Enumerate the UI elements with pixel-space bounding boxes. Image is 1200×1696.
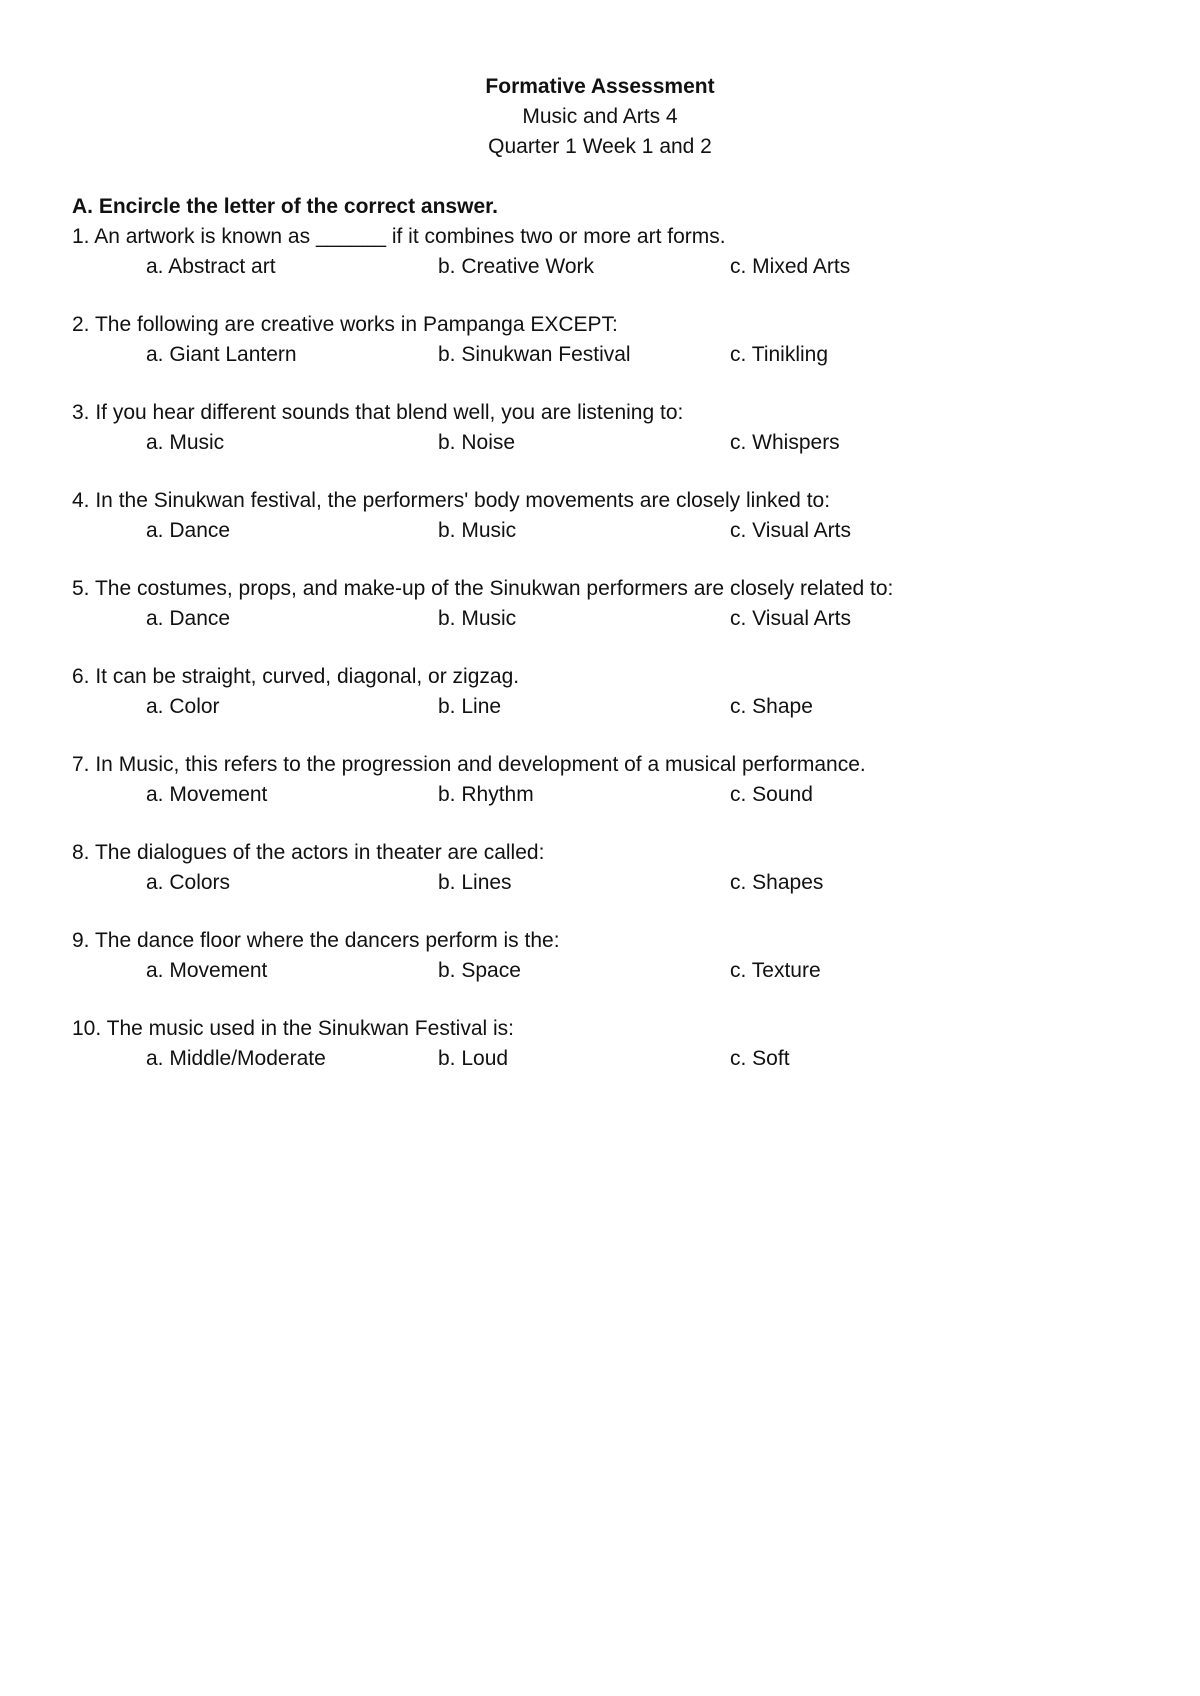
choice-a: a. Movement	[146, 783, 268, 806]
answer-choices	[72, 780, 1142, 810]
question-stem: 6. It can be straight, curved, diagonal, or zigzag.	[72, 665, 520, 688]
choice-a: a. Dance	[146, 519, 231, 542]
choice-b: b. Music	[438, 607, 517, 630]
choice-c: c. Shapes	[730, 871, 824, 894]
document-header	[0, 72, 1200, 162]
question-stem: 9. The dance floor where the dancers perform is the:	[72, 929, 560, 952]
choice-a: a. Color	[146, 695, 220, 718]
choice-c: c. Soft	[730, 1047, 790, 1070]
question-item	[72, 926, 1142, 1014]
question-stem: 3. If you hear different sounds that blend well, you are listening to:	[72, 401, 684, 424]
choice-b: b. Line	[438, 695, 502, 718]
choice-a: a. Movement	[146, 959, 268, 982]
choice-c: c. Tinikling	[730, 343, 829, 366]
question-stem: 8. The dialogues of the actors in theater are called:	[72, 841, 545, 864]
choice-c: c. Sound	[730, 783, 813, 806]
choice-b: b. Space	[438, 959, 521, 982]
document-subject: Music and Arts 4	[522, 105, 678, 128]
question-stem: 2. The following are creative works in Pampanga EXCEPT:	[72, 313, 618, 336]
question-item	[72, 486, 1142, 574]
question-stem: 7. In Music, this refers to the progression and development of a musical performance.	[72, 753, 866, 776]
section-instruction: A. Encircle the letter of the correct answer.	[72, 195, 498, 218]
question-stem: 5. The costumes, props, and make-up of the Sinukwan performers are closely related to:	[72, 577, 894, 600]
answer-choices	[72, 868, 1142, 898]
answer-choices	[72, 516, 1142, 546]
choice-b: b. Rhythm	[438, 783, 534, 806]
answer-choices	[72, 1044, 1142, 1074]
answer-choices	[72, 340, 1142, 370]
question-item	[72, 398, 1142, 486]
choice-c: c. Visual Arts	[730, 519, 851, 542]
choice-b: b. Lines	[438, 871, 512, 894]
question-item	[72, 310, 1142, 398]
question-stem: 4. In the Sinukwan festival, the performers' body movements are closely linked to:	[72, 489, 831, 512]
document-title: Formative Assessment	[485, 75, 715, 98]
question-stem: 10. The music used in the Sinukwan Festival is:	[72, 1017, 514, 1040]
question-item	[72, 222, 1142, 310]
choice-b: b. Loud	[438, 1047, 509, 1070]
answer-choices	[72, 252, 1142, 282]
choice-a: a. Music	[146, 431, 225, 454]
answer-choices	[72, 604, 1142, 634]
choice-c: c. Mixed Arts	[730, 255, 851, 278]
choice-a: a. Dance	[146, 607, 231, 630]
answer-choices	[72, 428, 1142, 458]
document-period: Quarter 1 Week 1 and 2	[488, 135, 712, 158]
question-item	[72, 1014, 1142, 1102]
choice-c: c. Shape	[730, 695, 813, 718]
question-item	[72, 838, 1142, 926]
question-section	[72, 192, 1142, 1102]
choice-c: c. Whispers	[730, 431, 840, 454]
choice-c: c. Visual Arts	[730, 607, 851, 630]
choice-b: b. Music	[438, 519, 517, 542]
choice-a: a. Abstract art	[146, 255, 276, 278]
choice-b: b. Noise	[438, 431, 516, 454]
choice-a: a. Colors	[146, 871, 231, 894]
question-item	[72, 574, 1142, 662]
question-item	[72, 750, 1142, 838]
question-stem: 1. An artwork is known as ______ if it combines two or more art forms.	[72, 225, 726, 248]
choice-b: b. Sinukwan Festival	[438, 343, 631, 366]
answer-choices	[72, 692, 1142, 722]
choice-b: b. Creative Work	[438, 255, 594, 278]
answer-choices	[72, 956, 1142, 986]
question-item	[72, 662, 1142, 750]
choice-a: a. Middle/Moderate	[146, 1047, 326, 1070]
choice-c: c. Texture	[730, 959, 821, 982]
choice-a: a. Giant Lantern	[146, 343, 297, 366]
